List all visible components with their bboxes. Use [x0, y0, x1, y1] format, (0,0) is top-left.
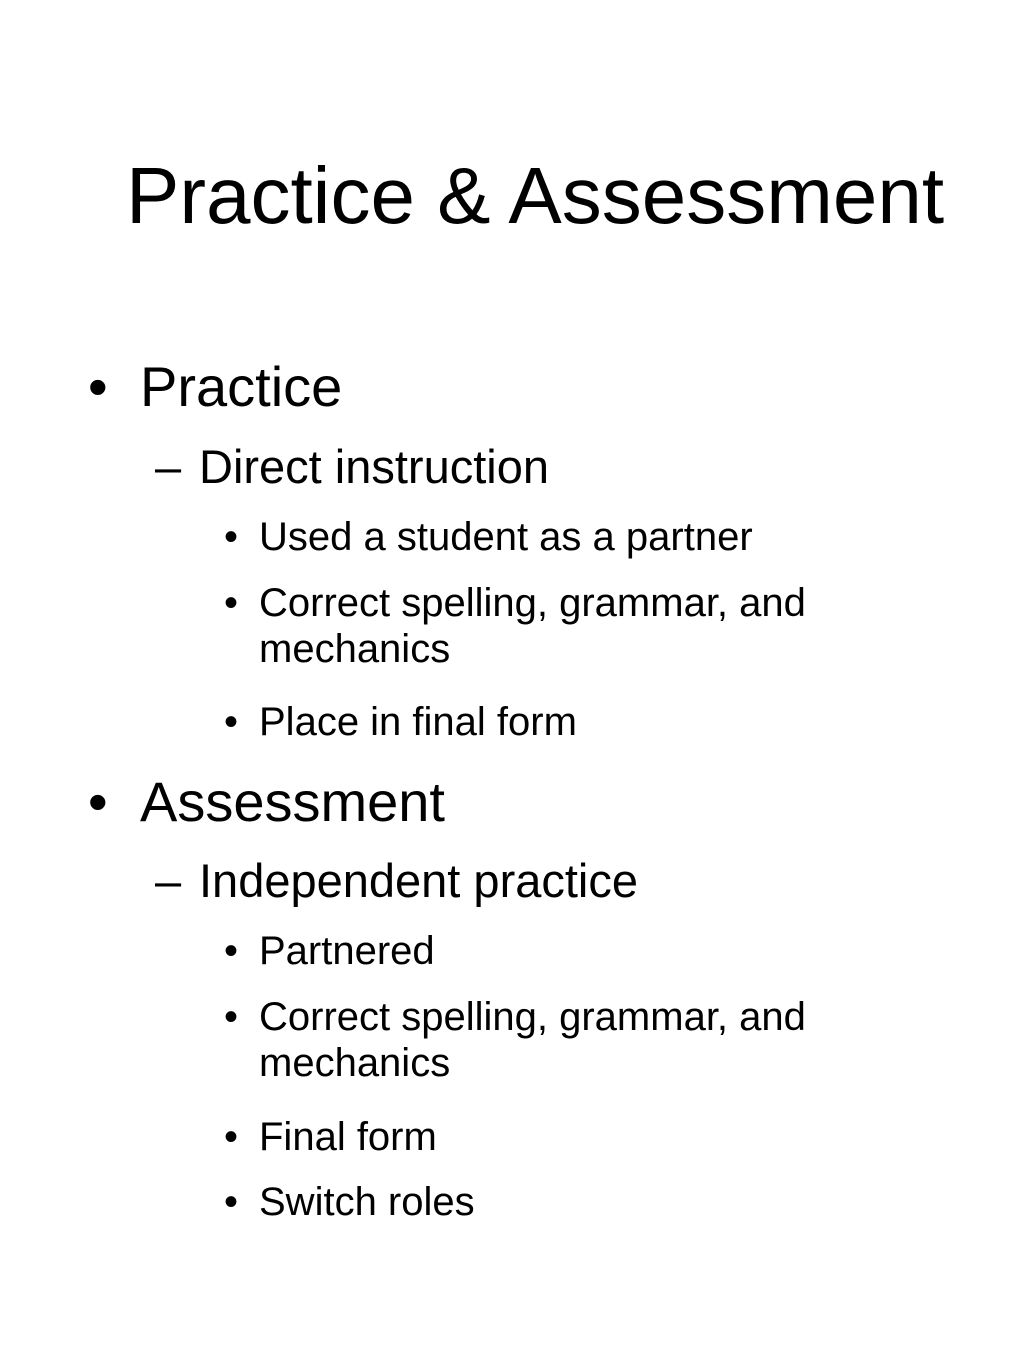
bullet-assessment	[88, 770, 445, 834]
bullet-marker: •	[88, 770, 108, 833]
point-text: Place in final form	[259, 700, 577, 744]
point-text: Correct spelling, grammar, and mechanics	[259, 995, 806, 1085]
bullet-marker: •	[224, 929, 239, 973]
bullet-practice	[88, 355, 343, 419]
point-item	[224, 699, 899, 745]
point-text: Final form	[259, 1115, 437, 1159]
point-text: Switch roles	[259, 1180, 475, 1224]
dash-marker: –	[155, 854, 182, 907]
point-item	[224, 514, 899, 560]
point-item	[224, 1114, 899, 1160]
section-subheading: Direct instruction	[199, 440, 549, 493]
point-item	[224, 994, 899, 1086]
dash-marker: –	[155, 440, 182, 493]
point-item	[224, 928, 899, 974]
bullet-marker: •	[224, 995, 239, 1039]
bullet-marker: •	[224, 581, 239, 625]
bullet-marker: •	[224, 1115, 239, 1159]
subbullet-independent-practice	[155, 854, 638, 908]
point-text: Partnered	[259, 929, 435, 973]
bullet-marker: •	[88, 355, 108, 418]
section-subheading: Independent practice	[199, 854, 638, 907]
section-heading: Assessment	[140, 770, 445, 833]
slide-title: Practice & Assessment	[125, 151, 945, 240]
point-item	[224, 580, 899, 672]
subbullet-direct-instruction	[155, 440, 549, 494]
point-item	[224, 1179, 899, 1225]
point-text: Used a student as a partner	[259, 515, 753, 559]
bullet-marker: •	[224, 515, 239, 559]
section-heading: Practice	[140, 355, 343, 418]
bullet-marker: •	[224, 1180, 239, 1224]
bullet-marker: •	[224, 700, 239, 744]
point-text: Correct spelling, grammar, and mechanics	[259, 581, 806, 671]
